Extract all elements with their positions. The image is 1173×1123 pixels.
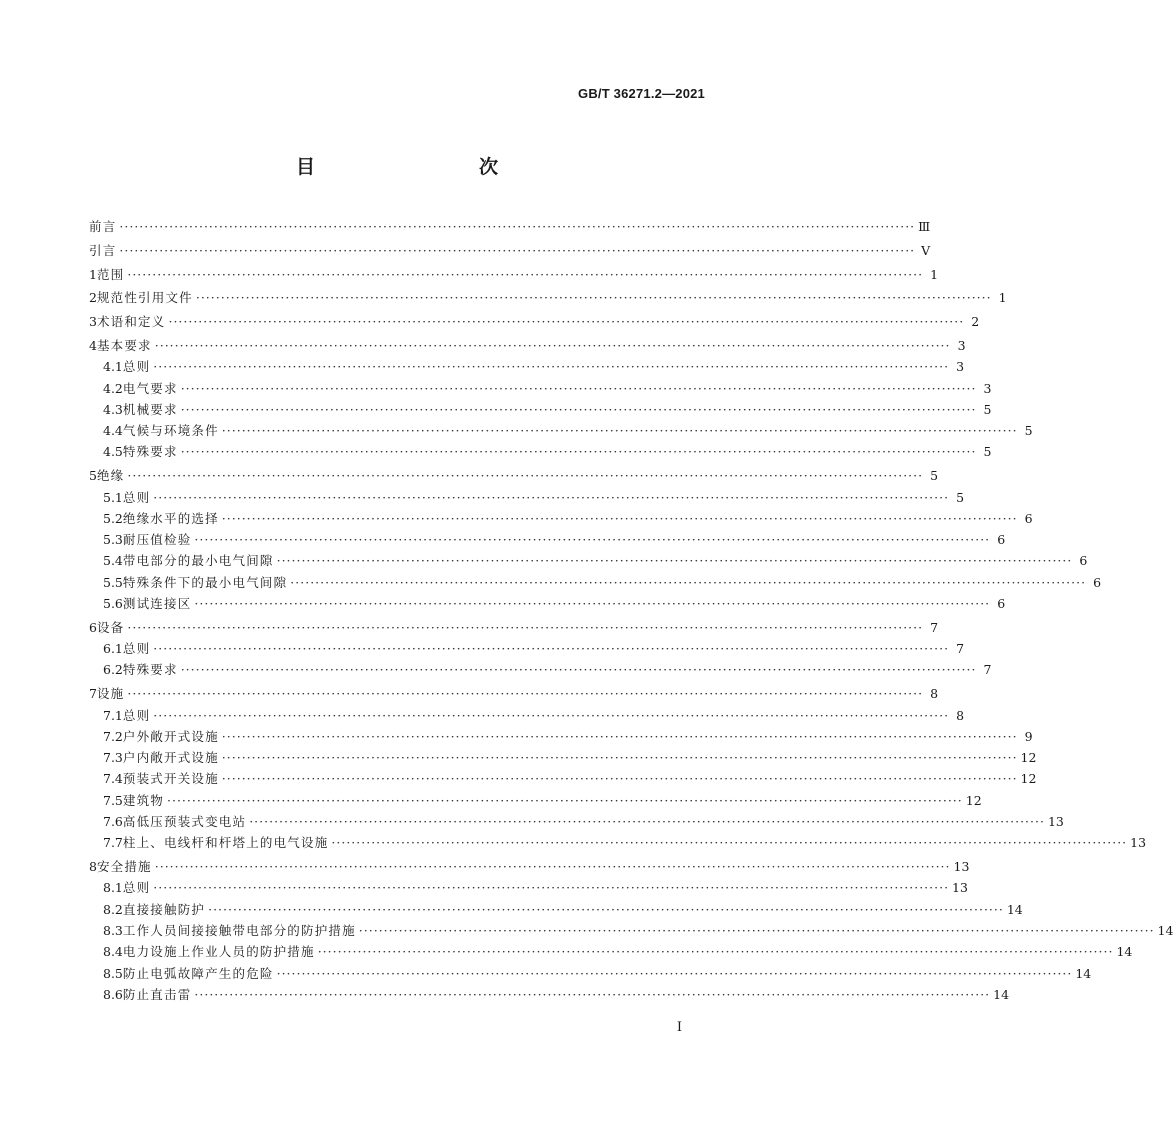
toc-dot-leader: ································································································································································ [153, 359, 950, 375]
toc-entry[interactable] [89, 963, 1092, 984]
toc-entry-page: 6 [997, 596, 1006, 612]
toc-entry-page: 7 [983, 662, 992, 678]
page-folio: I [676, 1020, 682, 1035]
toc-entry-title: 绝缘水平的选择 [122, 510, 219, 526]
toc-entry-page: 12 [965, 792, 982, 808]
toc-entry-page: 7 [956, 641, 965, 657]
toc-entry-number: 8.5 [103, 965, 123, 981]
toc-dot-leader: ································································································································································ [127, 468, 924, 484]
toc-entry-title: 基本要求 [96, 337, 152, 353]
toc-entry-number: 7.2 [103, 728, 123, 744]
toc-entry[interactable] [89, 572, 1102, 593]
toc-entry[interactable] [89, 335, 966, 356]
toc-entry-number: 5.2 [103, 510, 123, 526]
toc-entry-page: 14 [1006, 901, 1023, 917]
toc-entry-page: 6 [997, 532, 1006, 548]
toc-entry-number: 6.1 [103, 641, 123, 657]
toc-entry[interactable] [89, 726, 1033, 747]
toc-entry[interactable] [89, 311, 980, 332]
toc-entry[interactable] [89, 984, 1010, 1005]
toc-entry[interactable] [89, 832, 1147, 853]
toc-dot-leader: ································································································································································ [194, 532, 991, 548]
toc-entry-number: 8.2 [103, 901, 123, 917]
toc-entry-number: 4.2 [103, 380, 123, 396]
toc-dot-leader: ································································································································································ [127, 686, 924, 702]
toc-entry-title: 特殊条件下的最小电气间隙 [122, 574, 288, 590]
toc-entry-number: 2 [89, 290, 97, 306]
toc-entry-number: 7.1 [103, 707, 123, 723]
toc-entry-page: 13 [1047, 814, 1064, 830]
toc-entry-title: 特殊要求 [122, 662, 178, 678]
standard-code: GB/T 36271.2—2021 [578, 86, 705, 101]
toc-entry-title: 工作人员间接接触带电部分的防护措施 [122, 923, 356, 938]
toc-entry-page: 5 [983, 401, 992, 417]
toc-entry-title: 规范性引用文件 [96, 290, 193, 306]
toc-dot-leader: ································································································································································ [358, 923, 1155, 938]
toc-entry-number: 4.1 [103, 359, 123, 375]
toc-entry-title: 气候与环境条件 [122, 423, 219, 439]
toc-entry-title: 安全措施 [96, 859, 152, 875]
toc-entry-title: 柱上、电线杆和杆塔上的电气设施 [122, 835, 329, 851]
toc-entry-page: 1 [930, 266, 939, 282]
toc-dot-leader: ································································································································································ [290, 574, 1087, 590]
toc-dot-leader: ································································································································································ [276, 965, 1073, 981]
toc-entry[interactable] [89, 264, 939, 285]
toc-dot-leader: ································································································································································ [194, 986, 991, 1002]
toc-dot-leader: ································································································································································ [153, 880, 950, 896]
toc-entry-page: 8 [956, 707, 965, 723]
toc-dot-leader: ································································································································································ [153, 707, 950, 723]
toc-entry-page: 6 [1093, 574, 1102, 590]
toc-dot-leader: ································································································································································ [331, 835, 1128, 851]
toc-dot-leader: ································································································································································ [276, 553, 1073, 569]
toc-dot-leader: ································································································································································ [221, 771, 1018, 787]
toc-entry-number: 7.3 [103, 750, 123, 766]
toc-entry-page: 13 [953, 859, 970, 875]
toc-entry-title: 高低压预装式变电站 [122, 814, 247, 830]
toc-entry-title: 户外敞开式设施 [122, 728, 219, 744]
toc-entry[interactable] [89, 683, 939, 704]
toc-entry-page: Ⅴ [921, 242, 931, 258]
toc-entry[interactable] [89, 216, 931, 237]
toc-entry[interactable] [89, 550, 1088, 571]
toc-entry[interactable] [89, 768, 1037, 789]
toc-entry-title: 范围 [96, 266, 125, 282]
toc-entry-number: 5.3 [103, 532, 123, 548]
toc-entry-number: 8.6 [103, 986, 123, 1002]
toc-entry[interactable] [89, 465, 939, 486]
toc-entry-title: 直接接触防护 [122, 901, 206, 917]
toc-entry[interactable] [89, 287, 1007, 308]
toc-entry-number: 3 [89, 314, 97, 330]
toc-entry-title: 建筑物 [122, 792, 164, 808]
toc-dot-leader: ································································································································································ [154, 337, 951, 353]
toc-entry-title: 总则 [122, 707, 151, 723]
toc-entry-title: 机械要求 [122, 401, 178, 417]
toc-entry[interactable] [89, 487, 965, 508]
toc-entry-number: 5.6 [103, 596, 123, 612]
toc-entry[interactable] [89, 593, 1006, 614]
toc-entry[interactable] [89, 659, 992, 680]
toc-entry-page: 14 [1116, 944, 1133, 960]
toc-entry-page: 3 [956, 359, 965, 375]
toc-entry-number: 8.3 [103, 923, 123, 938]
toc-entry-page: Ⅲ [918, 219, 931, 234]
toc-entry-title: 术语和定义 [96, 314, 166, 330]
toc-entry[interactable] [89, 356, 965, 377]
toc-dot-leader: ································································································································································ [153, 489, 950, 505]
toc-entry[interactable] [89, 420, 1033, 441]
toc-dot-leader: ································································································································································ [180, 380, 977, 396]
toc-dot-leader: ································································································································································ [127, 619, 924, 635]
toc-entry-page: 5 [983, 444, 992, 460]
toc-dot-leader: ································································································································································ [249, 814, 1045, 830]
toc-dot-leader: ································································································································································ [154, 859, 951, 875]
toc-dot-leader: ································································································································································ [221, 728, 1018, 744]
toc-dot-leader: ································································································································································ [153, 641, 950, 657]
toc-entry-title: 预装式开关设施 [122, 771, 219, 787]
toc-entry[interactable] [89, 638, 965, 659]
toc-entry-page: 12 [1020, 771, 1037, 787]
toc-dot-leader: ································································································································································ [127, 266, 924, 282]
toc-entry[interactable] [89, 617, 939, 638]
toc-entry-number: 7.6 [103, 814, 123, 830]
toc-entry-page: 13 [1130, 835, 1147, 851]
toc-entry-number: 1 [89, 266, 97, 282]
toc-entry-title: 前言 [89, 219, 117, 234]
table-of-contents [89, 216, 1173, 1005]
toc-entry-number: 5.1 [103, 489, 123, 505]
toc-entry[interactable] [89, 856, 970, 877]
toc-entry-number: 4.3 [103, 401, 123, 417]
toc-entry[interactable] [89, 899, 1023, 920]
toc-entry[interactable] [89, 240, 931, 261]
toc-entry-title: 耐压值检验 [122, 532, 192, 548]
toc-dot-leader: ································································································································································ [168, 314, 965, 330]
toc-entry-page: 8 [930, 686, 939, 702]
toc-entry-title: 特殊要求 [122, 444, 178, 460]
toc-entry-page: 7 [930, 619, 939, 635]
toc-entry[interactable] [89, 441, 992, 462]
toc-entry-number: 7.4 [103, 771, 123, 787]
toc-entry-number: 7.7 [103, 835, 123, 851]
toc-entry[interactable] [89, 705, 965, 726]
toc-entry-page: 5 [1024, 423, 1033, 439]
toc-entry-number: 4.5 [103, 444, 123, 460]
toc-dot-leader: ································································································································································ [180, 444, 977, 460]
toc-entry-number: 6.2 [103, 662, 123, 678]
toc-dot-leader: ································································································································································ [194, 596, 991, 612]
toc-entry[interactable] [89, 877, 968, 898]
toc-entry-page: 6 [1079, 553, 1088, 569]
toc-dot-leader: ································································································································································ [119, 219, 916, 234]
toc-dot-leader: ································································································································································ [167, 792, 963, 808]
toc-entry-number: 5.4 [103, 553, 123, 569]
toc-entry-number: 5.5 [103, 574, 123, 590]
toc-entry-title: 绝缘 [96, 468, 125, 484]
toc-entry-title: 设施 [96, 686, 125, 702]
toc-entry-number: 6 [89, 619, 97, 635]
toc-entry-page: 14 [1075, 965, 1092, 981]
toc-entry-number: 4.4 [103, 423, 123, 439]
toc-entry-title: 总则 [122, 641, 151, 657]
toc-entry-page: 1 [998, 290, 1007, 306]
toc-entry-title: 总则 [122, 489, 151, 505]
toc-entry-number: 7 [89, 686, 97, 702]
toc-entry-title: 电力设施上作业人员的防护措施 [122, 944, 315, 960]
toc-entry-number: 8.1 [103, 880, 123, 896]
toc-entry-number: 8 [89, 859, 97, 875]
toc-title: 目 次 [295, 156, 540, 178]
toc-dot-leader: ································································································································································ [221, 750, 1018, 766]
toc-entry-title: 总则 [122, 880, 151, 896]
toc-entry[interactable] [89, 508, 1033, 529]
toc-entry-title: 防止电弧故障产生的危险 [122, 965, 274, 981]
toc-entry[interactable] [89, 399, 992, 420]
toc-entry-page: 3 [983, 380, 992, 396]
toc-entry-page: 12 [1020, 750, 1037, 766]
toc-entry-title: 带电部分的最小电气间隙 [122, 553, 274, 569]
toc-entry-number: 8.4 [103, 944, 123, 960]
toc-dot-leader: ································································································································································ [119, 242, 916, 258]
toc-entry-page: 5 [956, 489, 965, 505]
toc-entry[interactable] [89, 811, 1064, 832]
toc-dot-leader: ································································································································································ [180, 401, 977, 417]
toc-dot-leader: ································································································································································ [180, 662, 977, 678]
toc-entry-title: 户内敞开式设施 [122, 750, 219, 766]
toc-entry[interactable] [89, 920, 1173, 941]
toc-entry-number: 4 [89, 337, 97, 353]
toc-entry-title: 防止直击雷 [122, 986, 192, 1002]
toc-entry-title: 测试连接区 [122, 596, 192, 612]
toc-entry-page: 6 [1024, 510, 1033, 526]
toc-entry[interactable] [89, 941, 1133, 962]
toc-dot-leader: ································································································································································ [317, 944, 1114, 960]
toc-entry-page: 14 [1157, 923, 1173, 938]
toc-entry[interactable] [89, 790, 982, 811]
toc-dot-leader: ································································································································································ [221, 423, 1018, 439]
toc-entry-page: 2 [971, 314, 980, 330]
toc-entry-page: 3 [957, 337, 966, 353]
toc-entry-page: 14 [993, 986, 1010, 1002]
toc-entry-page: 13 [952, 880, 968, 896]
toc-entry-title: 设备 [96, 619, 125, 635]
toc-entry-number: 7.5 [103, 792, 123, 808]
toc-entry-number: 5 [89, 468, 97, 484]
toc-entry[interactable] [89, 529, 1006, 550]
toc-entry[interactable] [89, 378, 992, 399]
toc-dot-leader: ································································································································································ [221, 510, 1018, 526]
toc-entry-title: 引言 [89, 242, 117, 258]
toc-entry-page: 9 [1024, 728, 1033, 744]
toc-entry-page: 5 [930, 468, 939, 484]
toc-entry-title: 总则 [122, 359, 151, 375]
toc-entry[interactable] [89, 747, 1037, 768]
toc-dot-leader: ································································································································································ [195, 290, 992, 306]
toc-dot-leader: ································································································································································ [208, 901, 1004, 917]
toc-entry-title: 电气要求 [122, 380, 178, 396]
